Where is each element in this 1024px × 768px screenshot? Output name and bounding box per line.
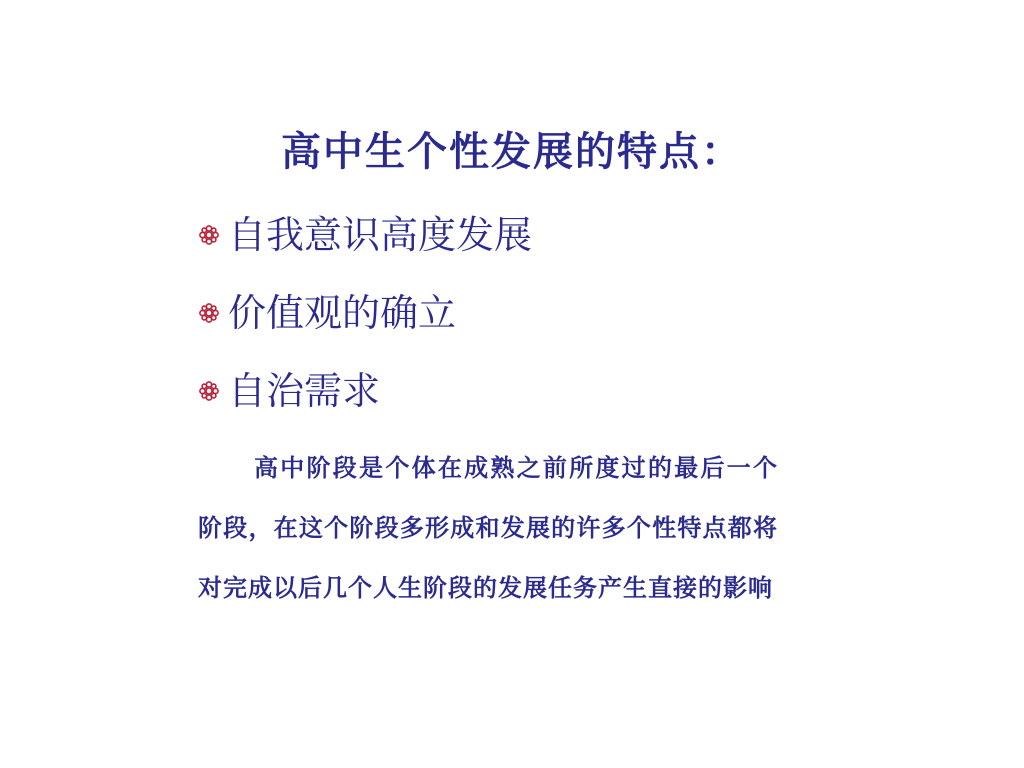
- bullet-item: [198, 196, 798, 274]
- snowflake-bullet-icon: [198, 224, 220, 246]
- body-paragraph: 高中阶段是个体在成熟之前所度过的最后一个阶段，在这个阶段多形成和发展的许多个性特点都将对完成以后几个人生阶段的发展任务产生直接的影响: [198, 453, 778, 602]
- snowflake-bullet-icon: [198, 302, 220, 324]
- bullet-text: 价值观的确立: [228, 291, 457, 335]
- bullet-item: [198, 274, 798, 352]
- bullet-text: 自我意识高度发展: [228, 213, 533, 257]
- bullet-text: 自治需求: [228, 369, 381, 413]
- bullet-item: [198, 352, 798, 430]
- bullet-list: [198, 196, 798, 430]
- snowflake-bullet-icon: [198, 380, 220, 402]
- slide-title: 高中生个性发展的特点：: [281, 128, 743, 175]
